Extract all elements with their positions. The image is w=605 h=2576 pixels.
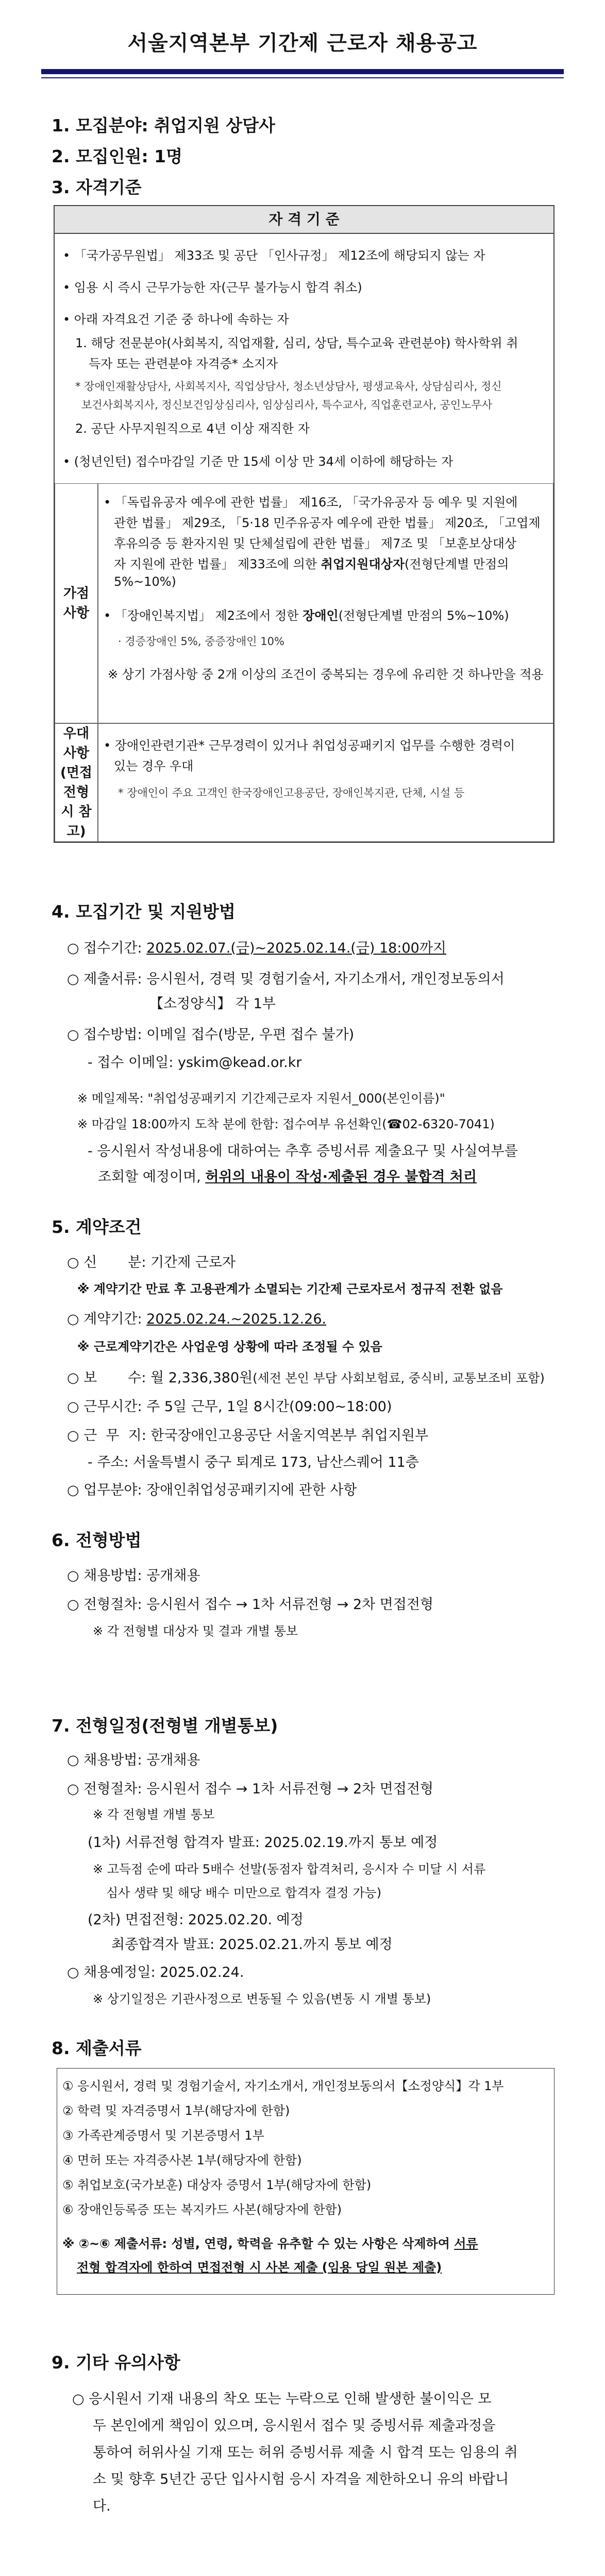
s7-first-round: (1차) 서류전형 합격자 발표: 2025.02.19.까지 통보 예정	[88, 1835, 438, 1851]
bonus-1c: 후유의증 등 환자지원 및 단체설립에 관한 법률」 제7조 및 「보훈보상대상	[114, 536, 517, 551]
bonus-2: • 「장애인복지법」 제2조에서 정한 장애인(전형단계별 만점의 5%~10%)	[104, 608, 509, 623]
doc-item-5: ⑤ 취업보호(국가보훈) 대상자 증명서 1부(해당자에 한함)	[62, 2178, 372, 2192]
s6-method: ○ 채용방법: 공개채용	[67, 1568, 200, 1584]
s5-hours: ○ 근무시간: 주 5일 근무, 1일 8시간(09:00~18:00)	[67, 1399, 392, 1415]
doc-item-1: ① 응시원서, 경력 및 경험기술서, 자기소개서, 개인정보동의서【소정양식】각 1부	[62, 2079, 504, 2093]
bonus-1e: 5%~10%)	[114, 574, 176, 589]
doc-note-2: 전형 합격자에 한하여 면접전형 시 사본 제출 (임용 당일 원본 제출)	[77, 2260, 442, 2275]
section-5-heading: 5. 계약조건	[52, 1217, 142, 1237]
qual-row-3-1b: 득자 또는 관련분야 자격증* 소지자	[89, 357, 278, 371]
s5-note-1: ※ 계약기간 만료 후 고용관계가 소멸되는 기간제 근로자로서 정규직 전환 없음	[77, 1282, 503, 1296]
doc-item-6: ⑥ 장애인등록증 또는 복지카드 사본(해당자에 한함)	[62, 2202, 342, 2217]
documents-box	[57, 2068, 554, 2295]
s9-p1b: 두 본인에게 책임이 있으며, 응시원서 접수 및 증빙서류 제출과정을	[93, 2418, 496, 2434]
s4-note-3a: - 응시원서 작성내용에 대하여는 추후 증빙서류 제출요구 및 사실여부를	[88, 1143, 518, 1159]
s7-method: ○ 채용방법: 공개채용	[67, 1752, 200, 1768]
s9-p1e: 다.	[93, 2498, 111, 2514]
section-8-heading: 8. 제출서류	[52, 2038, 142, 2058]
s9-p1c: 통하여 허위사실 기재 또는 허위 증빙서류 제출 시 합격 또는 임용의 취	[93, 2445, 518, 2461]
s4-email: - 접수 이메일: yskim@kead.or.kr	[88, 1055, 302, 1071]
bonus-note: ※ 상기 가점사항 중 2개 이상의 조건이 중복되는 경우에 유리한 것 하나만을 적용	[108, 667, 544, 682]
page-title: 서울지역본부 기간제 근로자 채용공고	[127, 31, 478, 55]
s5-period: ○ 계약기간: 2025.02.24.~2025.12.26.	[67, 1311, 327, 1327]
s6-note: ※ 각 전형별 대상자 및 결과 개별 통보	[93, 1624, 298, 1638]
s4-period: ○ 접수기간: 2025.02.07.(금)~2025.02.14.(금) 18:00까지	[67, 940, 446, 956]
s5-address: - 주소: 서울특별시 중구 퇴계로 173, 남산스퀘어 11층	[88, 1454, 419, 1470]
s4-note-3b: 조회할 예정이며, 허위의 내용이 작성·제출된 경우 불합격 처리	[98, 1169, 477, 1185]
s9-p1a: ○ 응시원서 기재 내용의 착오 또는 누락으로 인해 발생한 불이익은 모	[72, 2391, 492, 2407]
qual-row-3-1a: 1. 해당 전문분야(사회복지, 직업재활, 심리, 상담, 특수교육 관련분야) 학사학위 취	[75, 336, 518, 350]
s4-documents: ○ 제출서류: 응시원서, 경력 및 경험기술서, 자기소개서, 개인정보동의서	[67, 971, 505, 987]
s7-note-1: ※ 각 전형별 개별 통보	[93, 1807, 215, 1822]
s7-note-3: ※ 상기일정은 기관사정으로 변동될 수 있음(변동 시 개별 통보)	[93, 1992, 431, 2006]
s4-note-1: ※ 메일제목: "취업성공패키지 기간제근로자 지원서_000(본인이름)"	[77, 1091, 445, 1106]
bonus-1a: • 「독립유공자 예우에 관한 법률」 제16조, 「국가유공자 등 예우 및 지원에	[104, 495, 518, 510]
section-4-heading: 4. 모집기간 및 지원방법	[52, 902, 236, 922]
s4-method: ○ 접수방법: 이메일 접수(방문, 우편 접수 불가)	[67, 1027, 355, 1043]
pref-1a: • 장애인관련기관* 근무경력이 있거나 취업성공패키지 업무를 수행한 경력이	[104, 738, 515, 753]
s7-note-2b: 심사 생략 및 해당 배수 미만으로 합격자 결정 가능)	[106, 1886, 382, 1900]
section-1-heading: 1. 모집분야: 취업지원 상담사	[52, 115, 275, 135]
qualification-table	[54, 205, 554, 843]
qual-note-a: * 장애인재활상담사, 사회복지사, 직업상담사, 청소년상담사, 평생교육사, 상담심리사, 정신	[75, 380, 502, 393]
bonus-label-cell: 가점 사항	[55, 483, 98, 723]
doc-item-2: ② 학력 및 자격증명서 1부(해당자에 한함)	[62, 2104, 290, 2118]
s7-second-round: (2차) 면접전형: 2025.02.20. 예정	[88, 1912, 304, 1928]
preference-label-cell: 우대 사항 (면접전형 시 참고)	[55, 723, 98, 842]
section-3-heading: 3. 자격기준	[52, 177, 142, 197]
s5-note-2: ※ 근로계약기간은 사업운영 상황에 따라 조정될 수 있음	[77, 1340, 382, 1354]
s5-workplace: ○ 근 무 지: 한국장애인고용공단 서울지역본부 취업지원부	[67, 1428, 429, 1444]
doc-item-3: ③ 가족관계증명서 및 기본증명서 1부	[62, 2128, 264, 2143]
s4-note-2: ※ 마감일 18:00까지 도착 분에 한함: 접수여부 유선확인(☎02-6320-7041)	[77, 1117, 495, 1131]
qual-row-3: • 아래 자격요건 기준 중 하나에 속하는 자	[63, 312, 289, 327]
title-rule	[41, 69, 564, 74]
doc-note-1: ※ ②~⑥ 제출서류: 성별, 연령, 학력을 유추할 수 있는 사항은 삭제하여 서류	[62, 2236, 478, 2251]
section-7-heading: 7. 전형일정(전형별 개별통보)	[52, 1716, 278, 1736]
s5-status: ○ 신 분: 기간제 근로자	[67, 1255, 236, 1270]
pref-note: * 장애인이 주요 고객인 한국장애인고용공단, 장애인복지관, 단체, 시설 등	[118, 787, 465, 799]
doc-item-4: ④ 면허 또는 자격증사본 1부(해당자에 한함)	[62, 2153, 302, 2167]
bonus-1b: 관한 법률」 제29조, 「5·18 민주유공자 예우에 관한 법률」 제20조, 「고엽제	[114, 516, 541, 530]
pref-1b: 있는 경우 우대	[114, 759, 194, 773]
s5-duties: ○ 업무분야: 장애인취업성공패키지에 관한 사항	[67, 1482, 357, 1498]
section-6-heading: 6. 전형방법	[52, 1530, 142, 1550]
title-rule-thin	[41, 77, 564, 78]
s7-start-date: ○ 채용예정일: 2025.02.24.	[67, 1964, 244, 1980]
s7-process: ○ 전형절차: 응시원서 접수 → 1차 서류전형 → 2차 면접전형	[67, 1781, 434, 1797]
s7-note-2a: ※ 고득점 순에 따라 5배수 선발(동점자 합격처리, 응시자 수 미달 시 서류	[93, 1862, 486, 1876]
section-9-heading: 9. 기타 유의사항	[52, 2352, 180, 2372]
s5-pay: ○ 보 수: 월 2,336,380원(세전 본인 부담 사회보험료, 중식비, 교통보조비 포함)	[67, 1370, 545, 1386]
qual-row-4: • (청년인턴) 접수마감일 기준 만 15세 이상 만 34세 이하에 해당하는 자	[63, 454, 453, 469]
preference-content-cell	[98, 723, 553, 842]
bonus-1d: 자 지원에 관한 법률」 제33조에 의한 취업지원대상자(전형단계별 만점의	[114, 557, 509, 571]
bonus-2-sub: · 경증장애인 5%, 중증장애인 10%	[118, 635, 284, 648]
s9-p1d: 소 및 향후 5년간 공단 입사시험 응시 자격을 제한하오니 유의 바랍니	[93, 2471, 509, 2487]
qual-row-3-2: 2. 공단 사무지원직으로 4년 이상 재직한 자	[75, 421, 310, 436]
s4-documents-2: 【소정양식】 각 1부	[149, 996, 276, 1012]
s6-process: ○ 전형절차: 응시원서 접수 → 1차 서류전형 → 2차 면접전형	[67, 1597, 434, 1613]
qualification-table-header: 자 격 기 준	[55, 206, 553, 234]
section-2-heading: 2. 모집인원: 1명	[52, 146, 183, 166]
qual-row-1: • 「국가공무원법」 제33조 및 공단 「인사규정」 제12조에 해당되지 않는 자	[63, 248, 485, 263]
s7-final: 최종합격자 발표: 2025.02.21.까지 통보 예정	[111, 1937, 393, 1953]
qual-row-2: • 임용 시 즉시 근무가능한 자(근무 불가능시 합격 취소)	[63, 280, 362, 295]
bonus-content-cell	[98, 483, 553, 723]
qual-note-b: 보건사회복지사, 정신보건임상심리사, 임상심리사, 특수교사, 직업훈련교사, 공인노무사	[81, 399, 493, 411]
